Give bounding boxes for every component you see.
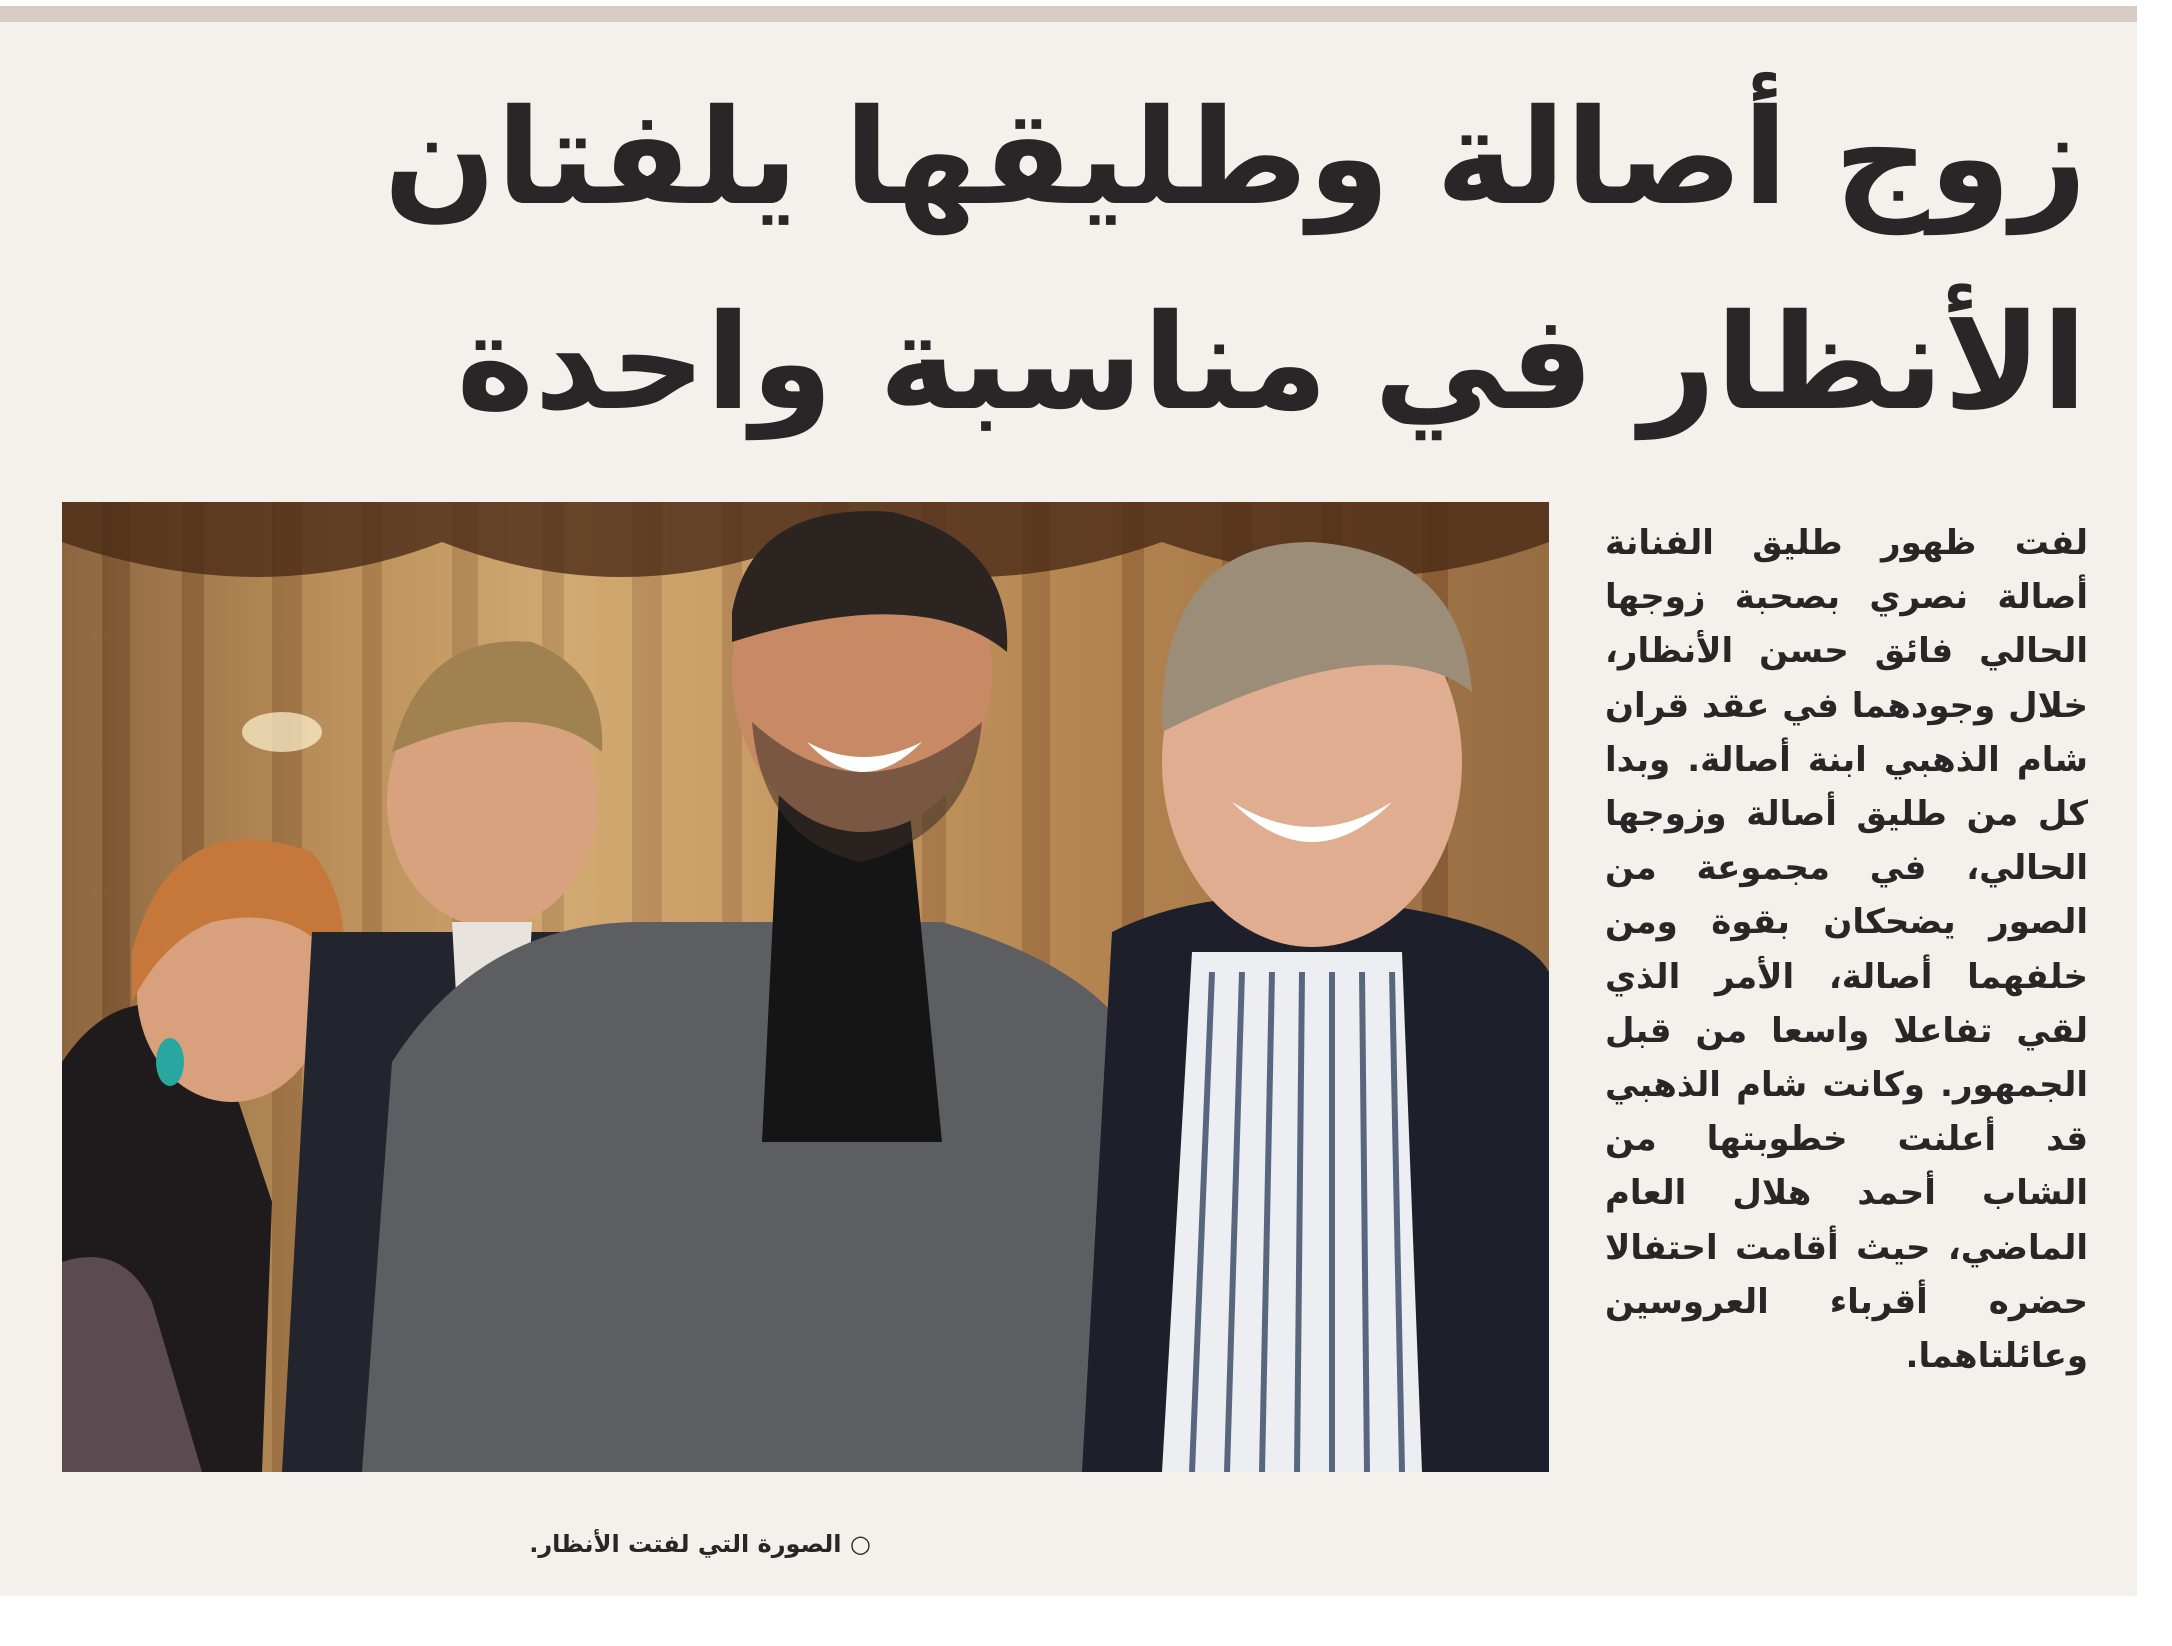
article-body: لفت ظهور طليق الفنانة أصالة نصري بصحبة زوجها الحالي فائق حسن الأنظار، خلال وجودهما في عقد قران شام الذهبي ابنة أصالة. وبدا كل من طليق أصالة وزوجها الحالي، في مجموعة من الصور يضحكان بقوة ومن خلفهما أصالة، الأمر الذي لقي تفاعلا واسعا من قبل الجمهور. وكانت شام الذهبي قد أعلنت خطوبتها من الشاب أحمد هلال العام الماضي، حيث أقامت احتفالا حضره أقرباء العروسين وعائلتاهما. — [1605, 523, 2088, 1377]
photo-illustration — [62, 502, 1549, 1472]
photo-caption: ○ الصورة التي لفتت الأنظار. — [529, 1530, 871, 1558]
headline-line-1: زوج أصالة وطليقها يلفتان — [383, 81, 2087, 235]
headline-line-2: الأنظار في مناسبة واحدة — [456, 286, 2087, 440]
newspaper-clipping — [0, 6, 2137, 1596]
article-photo — [62, 502, 1549, 1472]
